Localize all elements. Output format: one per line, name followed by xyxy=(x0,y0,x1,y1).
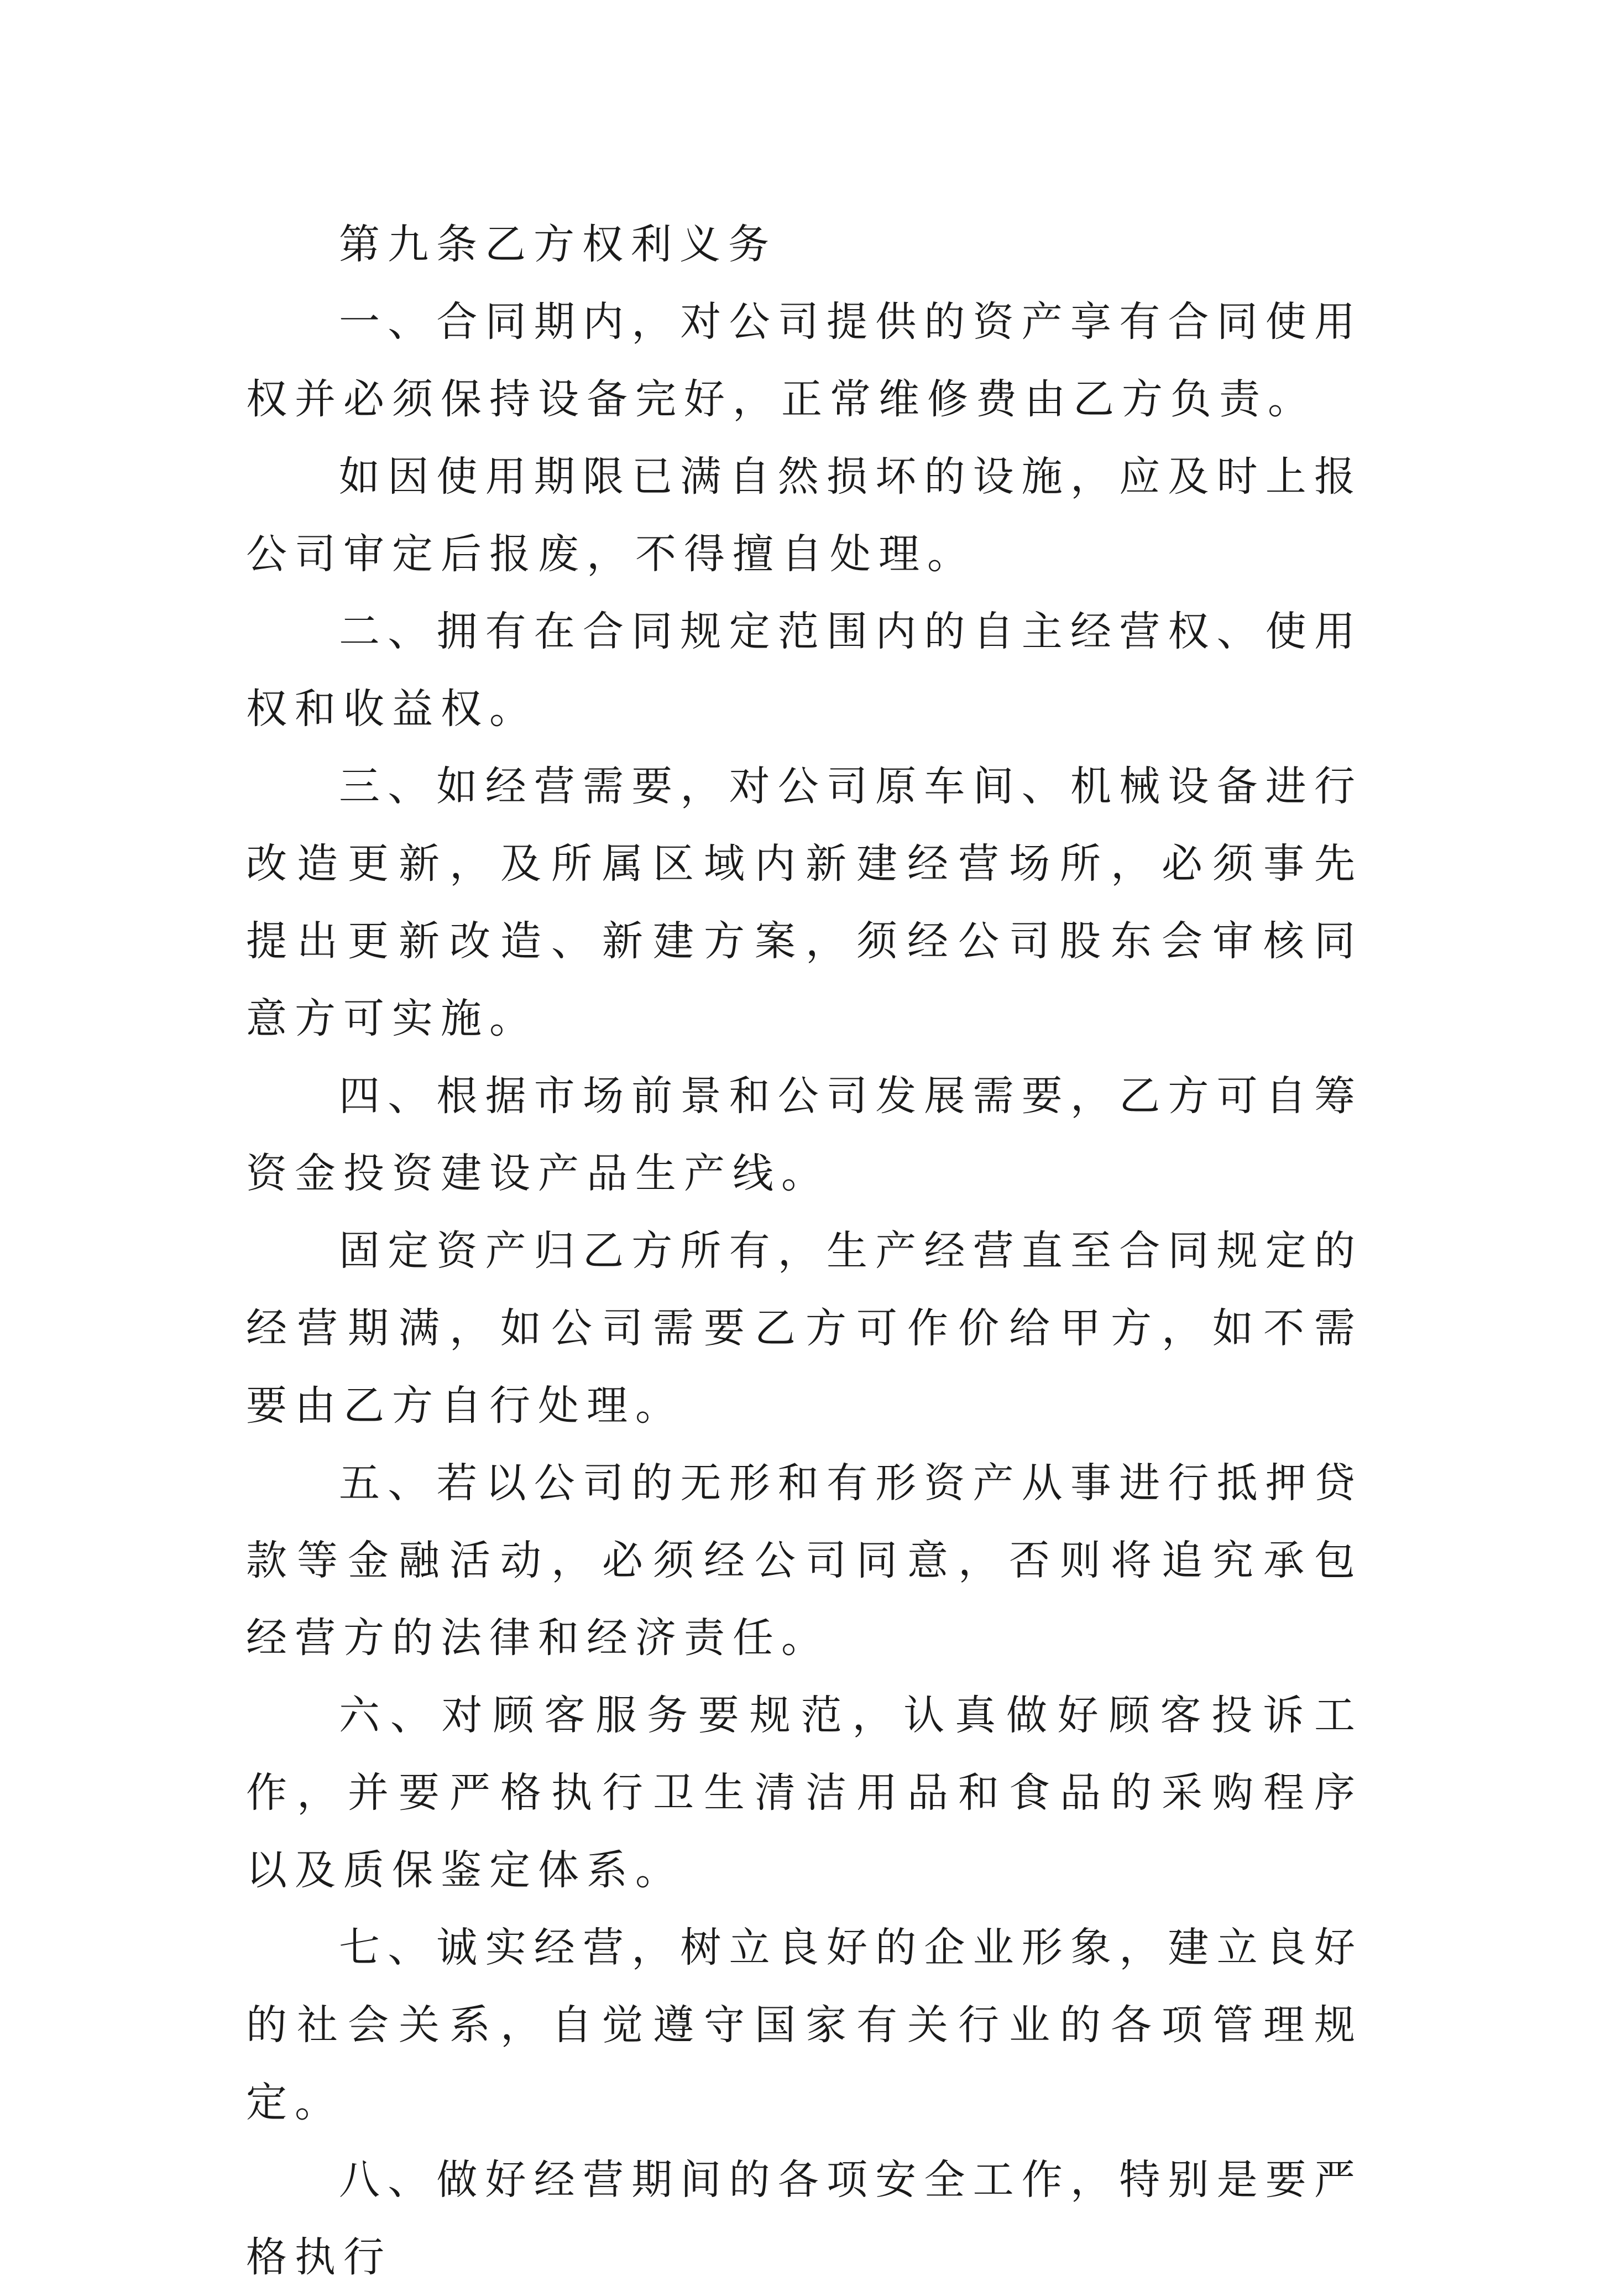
paragraph-clause-6: 六、对顾客服务要规范，认真做好顾客投诉工作，并要严格执行卫生清洁用品和食品的采购程序以及质保鉴定体系。 xyxy=(246,1692,1363,1894)
paragraph-clause-1-note: 如因使用期限已满自然损坏的设施，应及时上报公司审定后报废，不得擅自处理。 xyxy=(246,453,1363,578)
paragraph-clause-4: 四、根据市场前景和公司发展需要，乙方可自筹资金投资建设产品生产线。 xyxy=(246,1072,1363,1197)
paragraph-clause-8: 八、做好经营期间的各项安全工作，特别是要严格执行 xyxy=(246,2156,1363,2281)
paragraph-clause-5: 五、若以公司的无形和有形资产从事进行抵押贷款等金融活动，必须经公司同意，否则将追究承包经营方的法律和经济责任。 xyxy=(246,1459,1363,1662)
paragraph-clause-7: 七、诚实经营，树立良好的企业形象，建立良好的社会关系，自觉遵守国家有关行业的各项管理规定。 xyxy=(246,1924,1363,2126)
paragraph-clause-3: 三、如经营需要，对公司原车间、机械设备进行改造更新，及所属区域内新建经营场所，必须事先提出更新改造、新建方案，须经公司股东会审核同意方可实施。 xyxy=(246,763,1363,1042)
paragraph-clause-2: 二、拥有在合同规定范围内的自主经营权、使用权和收益权。 xyxy=(246,608,1363,733)
document-body xyxy=(246,206,1363,2296)
article-heading: 第九条乙方权利义务 xyxy=(339,221,777,268)
paragraph-clause-1: 一、合同期内，对公司提供的资产享有合同使用权并必须保持设备完好，正常维修费由乙方负责。 xyxy=(246,298,1363,423)
paragraph-clause-4-note: 固定资产归乙方所有，生产经营直至合同规定的经营期满，如公司需要乙方可作价给甲方，如不需要由乙方自行处理。 xyxy=(246,1227,1363,1429)
